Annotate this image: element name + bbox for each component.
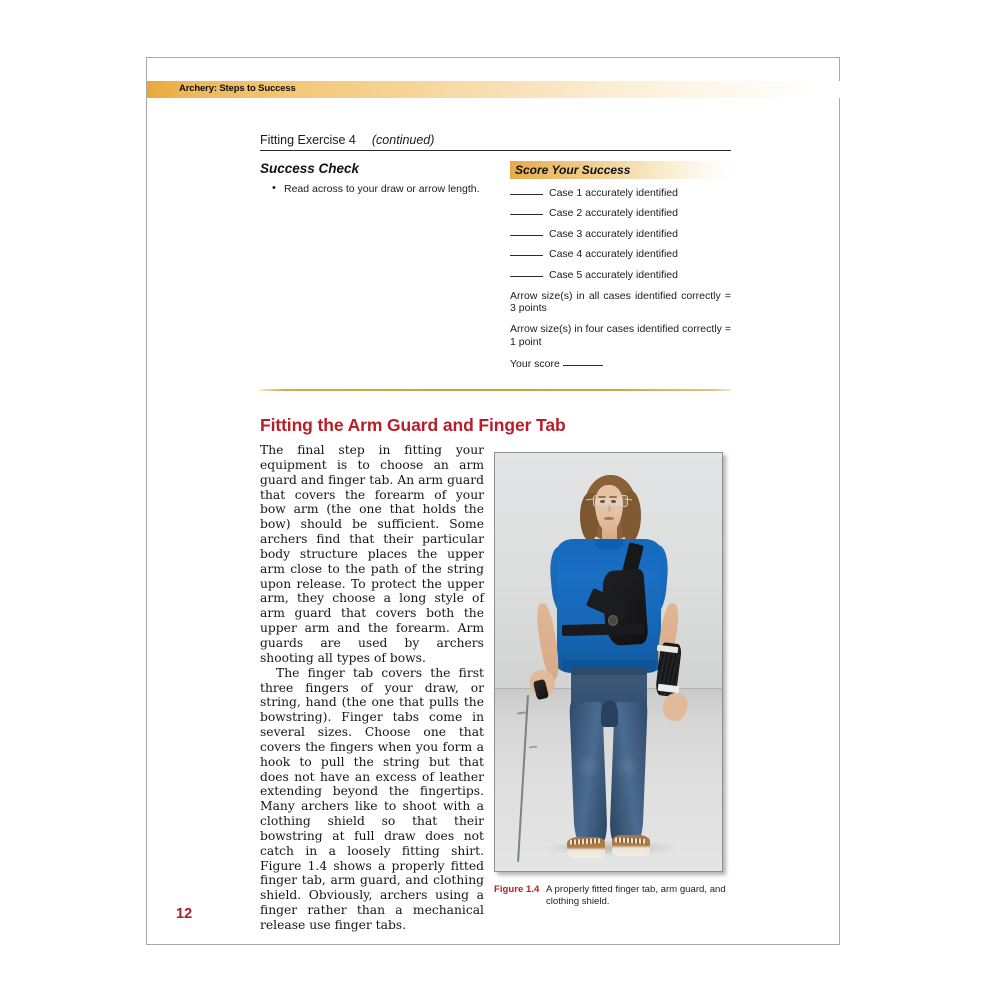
score-case-label: Case 5 accurately identified [549,268,678,281]
success-check-list [260,183,485,197]
exercise-title: Fitting Exercise 4 [260,133,356,147]
shirt-collar [595,539,623,550]
score-your-success-band [510,161,731,179]
score-blank[interactable] [510,255,543,256]
score-note: Arrow size(s) in four cases identified correctly = 1 point [510,323,731,348]
section-heading: Fitting the Arm Guard and Finger Tab [260,415,566,435]
score-blank[interactable] [510,276,543,277]
figure-caption-text: A properly fitted finger tab, arm guard, and clothing shield. [546,884,726,908]
photo-floor-crack [529,745,537,747]
score-blank[interactable] [510,235,543,236]
page-number: 12 [176,906,193,922]
score-case-row [510,186,731,200]
paragraph: The finger tab covers the first three fingers of your draw, or string, hand (the one that pulls the bowstring). Finger tabs come in several sizes. Choose one that covers the fingers when you form a hook to pull the string but that does not have an excess of leather extending beyond the fingertips. Many archers like to shoot with a clothing shield so that their bowstring at full draw does not catch in a loosely fitting shirt. Figure 1.4 shows a properly fitted finger tab, arm guard, and clothing shield. Obviously, archers using a finger rather than a mechanical release use finger tabs. [260,665,484,932]
running-head-title: Archery: Steps to Success [179,83,296,94]
clothing-shield-waist-strap [562,622,644,635]
figure-caption-label: Figure 1.4 [494,884,540,895]
jeans-crotch-shadow [601,700,618,727]
score-your-success-heading: Score Your Success [515,163,631,177]
paragraph: The final step in fitting your equipment is to choose an arm guard and finger tab. An arm guard that covers the forearm of your bow arm (the one that holds the bow) should be sufficient. Some archers find that their particular body structure places the upper arm close to the path of the string upon release. To protect the upper arm, they choose a long style of arm guard that covers both the upper arm and the forearm. Arm guards are used by archers shooting all types of bows. [260,443,484,665]
body-text-column [260,443,484,933]
score-case-label: Case 2 accurately identified [549,207,678,219]
score-note: Arrow size(s) in all cases identified correctly = 3 points [510,289,731,315]
score-case-label: Case 1 accurately identified [549,186,678,199]
score-case-row [510,268,731,282]
photo-ground-shadow [545,840,677,856]
exercise-divider [260,150,731,151]
document-page [146,57,840,945]
score-blank[interactable] [510,214,543,215]
safety-glasses [593,495,628,507]
exercise-continued-label: (continued) [371,133,435,147]
jeans-knee-highlight-right [615,754,640,779]
score-case-row [510,247,731,261]
your-score-row [510,358,731,371]
score-blank[interactable] [510,194,543,195]
exercise-header [260,133,731,151]
your-score-blank[interactable] [563,365,603,366]
score-case-row [510,227,731,241]
figure-photograph [494,452,723,872]
jeans-waistband [572,667,646,675]
score-case-label: Case 3 accurately identified [549,227,678,240]
score-your-success-column [510,161,731,371]
list-item: • Read across to your draw or arrow length. [284,183,485,197]
success-check-column [260,161,485,197]
figure-block [494,452,733,909]
success-check-heading: Success Check [260,161,360,176]
score-case-row [510,206,731,220]
exercise-title-line [260,133,731,150]
jeans-knee-highlight-left [576,754,601,779]
score-case-label: Case 4 accurately identified [549,248,678,260]
your-score-label: Your score [510,357,560,370]
figure-caption [494,884,726,909]
section-divider [260,389,731,391]
